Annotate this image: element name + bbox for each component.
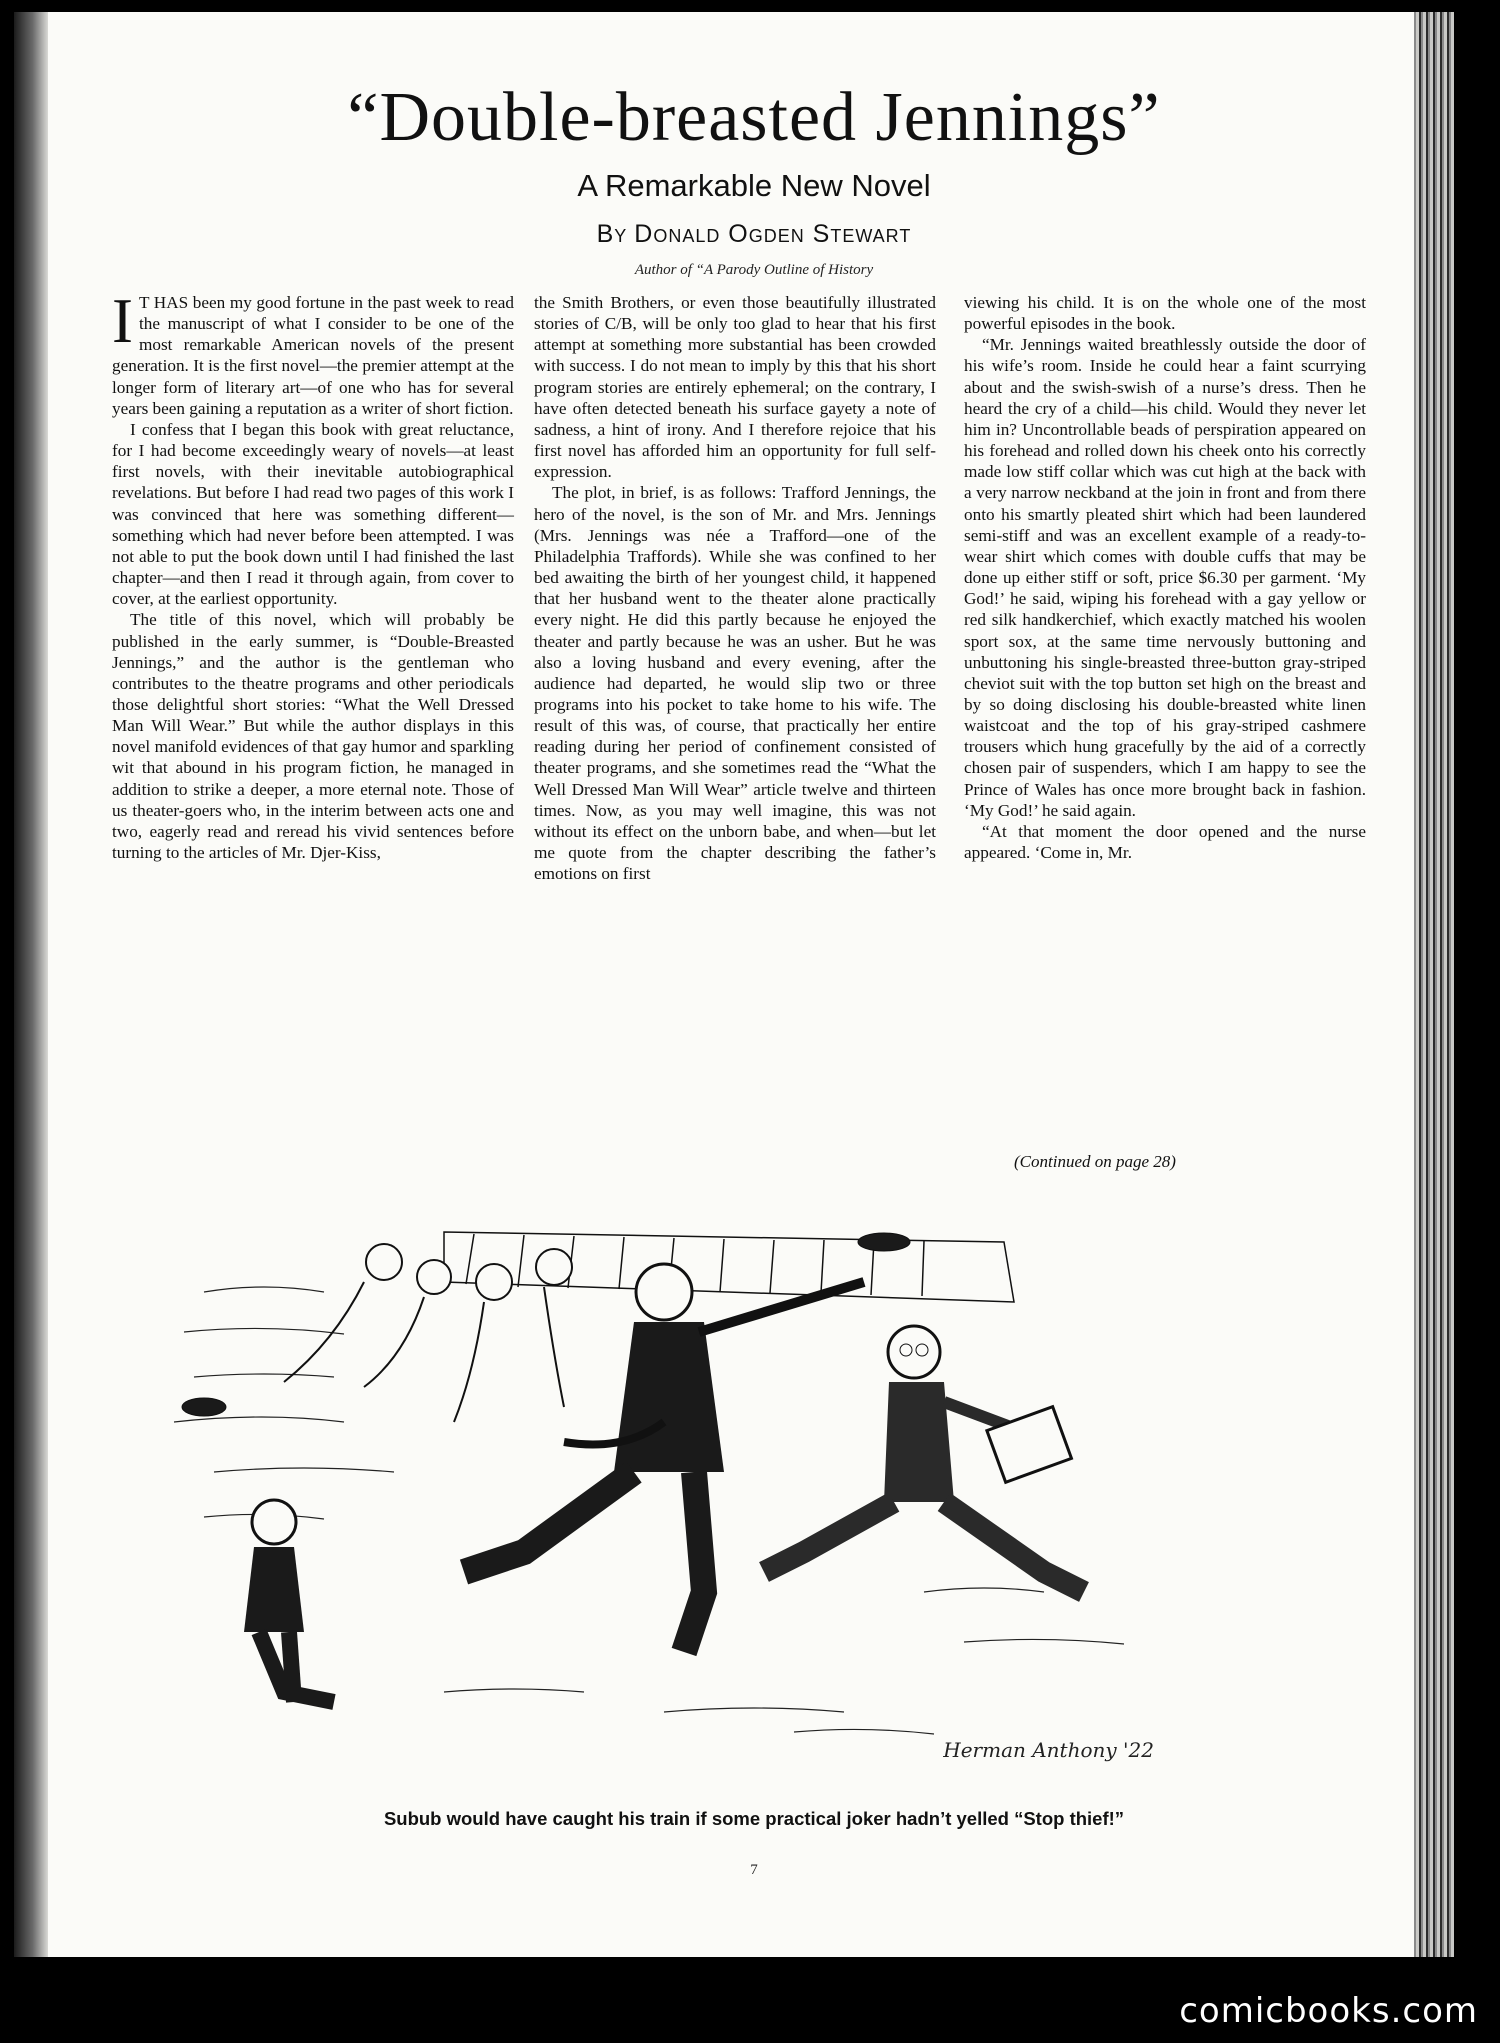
artist-signature: Herman Anthony '22 [943,1738,1154,1762]
fleeing-man-figure [764,1326,1084,1592]
paragraph-text: “At that moment the door opened and the nurse appeared. ‘Come in, Mr. [964,821,1366,863]
paragraph-text: viewing his child. It is on the whole one of the most powerful episodes in the book. [964,293,1366,334]
running-crowd [284,1244,572,1422]
watermark: comicbooks.com [1179,1991,1478,2031]
paragraph-text: “Mr. Jennings waited breathlessly outside the door of his wife’s room. Inside he could hear a faint scurrying about and the swish-swish of a nurse’s dress. Then he heard the cry of a child—his child. Would they never let him in? Uncontrollable beads of perspiration appeared on his forehead and rolled down his cheek onto his correctly made low stiff collar which was cut high at the back with a very narrow neckband at the join in front and from there onto his smartly pleated shirt which had been laundered semi-stiff and was an excellent example of a ready-to-wear shirt which comes with double cuffs that may be done up either stiff or soft, price $6.30 per garment. ‘My God!’ he said, wiping his forehead with a gay yellow or red silk handkerchief, which exactly matched his woolen sport sox, at the same time nervously buttoning and unbuttoning his single-breasted three-button gray-striped cheviot suit with the top button set high on the breast and by so doing disclosing his double-breasted white linen waistcoat and the top of his gray-striped cashmere trousers which hung gracefully by the aid of a correctly chosen pair of suspenders, which I am happy to see the Prince of Wales has once more brought back in fashion. ‘My God!’ he said again. [964,335,1366,820]
author-name: Donald Ogden Stewart [634,220,912,248]
paragraph [964,292,1366,334]
byline [164,220,1344,249]
paragraph [112,286,514,419]
boy-figure [244,1500,334,1702]
article-subtitle: A Remarkable New Novel [577,168,931,203]
text-column-2 [534,292,936,884]
paragraph [534,482,936,884]
awning [444,1232,1014,1302]
byline-prefix: By [596,220,628,248]
cartoon-illustration [144,1172,1254,1780]
paragraph-text: The plot, in brief, is as follows: Trafford Jennings, the hero of the novel, is the son of Mr. and Mrs. Jennings (Mrs. Jennings was née a Trafford—one of the Philadelphia Traffords). While she was confined to her bed awaiting the birth of her youngest child, it happened that her husband went to the theater alone practically every night. He did this partly because he enjoyed the theater and partly because he was an usher. But he was also a loving husband and every evening, after the audience had departed, he would slip two or three programs into his pocket to take home to his wife. The result of this was, of course, that practically her entire reading during her period of confinement consisted of theater programs, and she sometimes read the “What the Well Dressed Man Will Wear” article twelve and thirteen times. Now, as you may well imagine, this was not without its effect on the unborn babe, and when—but let me quote from the chapter describing the father’s emotions on first [534,483,936,884]
paragraph-text: T HAS been my good fortune in the past week to read the manuscript of what I consider to be one of the most remarkable American novels of the present generation. It is the first novel—the premier attempt at the longer form of literary art—of one who has for several years been gaining a reputation as a writer of short fiction. [112,293,514,418]
continued-note: (Continued on page 28) [1014,1152,1176,1171]
paragraph [534,292,936,482]
paragraph-text: the Smith Brothers, or even those beautifully illustrated stories of C/B, will be only too glad to hear that his first attempt at something more substantial has been crowded with success. I do not mean to imply by this that his short program stories are entirely ephemeral; on the contrary, I have often detected beneath his surface gayety a note of sadness, a hint of irony. And I therefore rejoice that his first novel has afforded him an opportunity for full self-expression. [534,293,936,482]
magazine-page [14,12,1454,1957]
paragraph [964,334,1366,821]
paragraph [964,821,1366,863]
paragraph-text: The title of this novel, which will probably be published in the early summer, is “Double-Breasted Jennings,” and the author is the gentleman who contributes to the theatre programs and other periodicals those delightful short stories: “What the Well Dressed Man Will Wear.” But while the author displays in this novel manifold evidences of that gay humor and sparkling wit that abound in his program fiction, he managed in addition to strike a deeper, a more eternal note. Those of us theater-goers who, in the interim between acts one and two, eagerly read and reread his vivid sentences before turning to the articles of Mr. Djer-Kiss, [112,610,514,863]
text-column-3 [964,292,1366,863]
paragraph [112,609,514,863]
page-number: 7 [750,1862,758,1878]
paragraph-text: I confess that I began this book with great reluctance, for I had become exceedingly weary of novels—at least first novels, with their inevitable autobiographical revelations. But before I had read two pages of this work I was convinced that here was something different—something which had never before been attempted. I was not able to put the book down until I had finished the last chapter—and then I read it through again, from cover to cover, at the earliest opportunity. [112,419,514,609]
paragraph [112,419,514,609]
page-edges [1414,12,1454,1957]
binding-gutter [14,12,48,1957]
illustration-caption: Subub would have caught his train if some practical joker hadn’t yelled “Stop thief!” [383,1808,1125,1829]
policeman-figure [464,1264,864,1652]
author-credit: Author of “A Parody Outline of History [634,262,874,278]
drop-cap: I [112,286,133,356]
article-title: “Double-breasted Jennings” [347,79,1161,156]
text-column-1 [112,286,514,863]
